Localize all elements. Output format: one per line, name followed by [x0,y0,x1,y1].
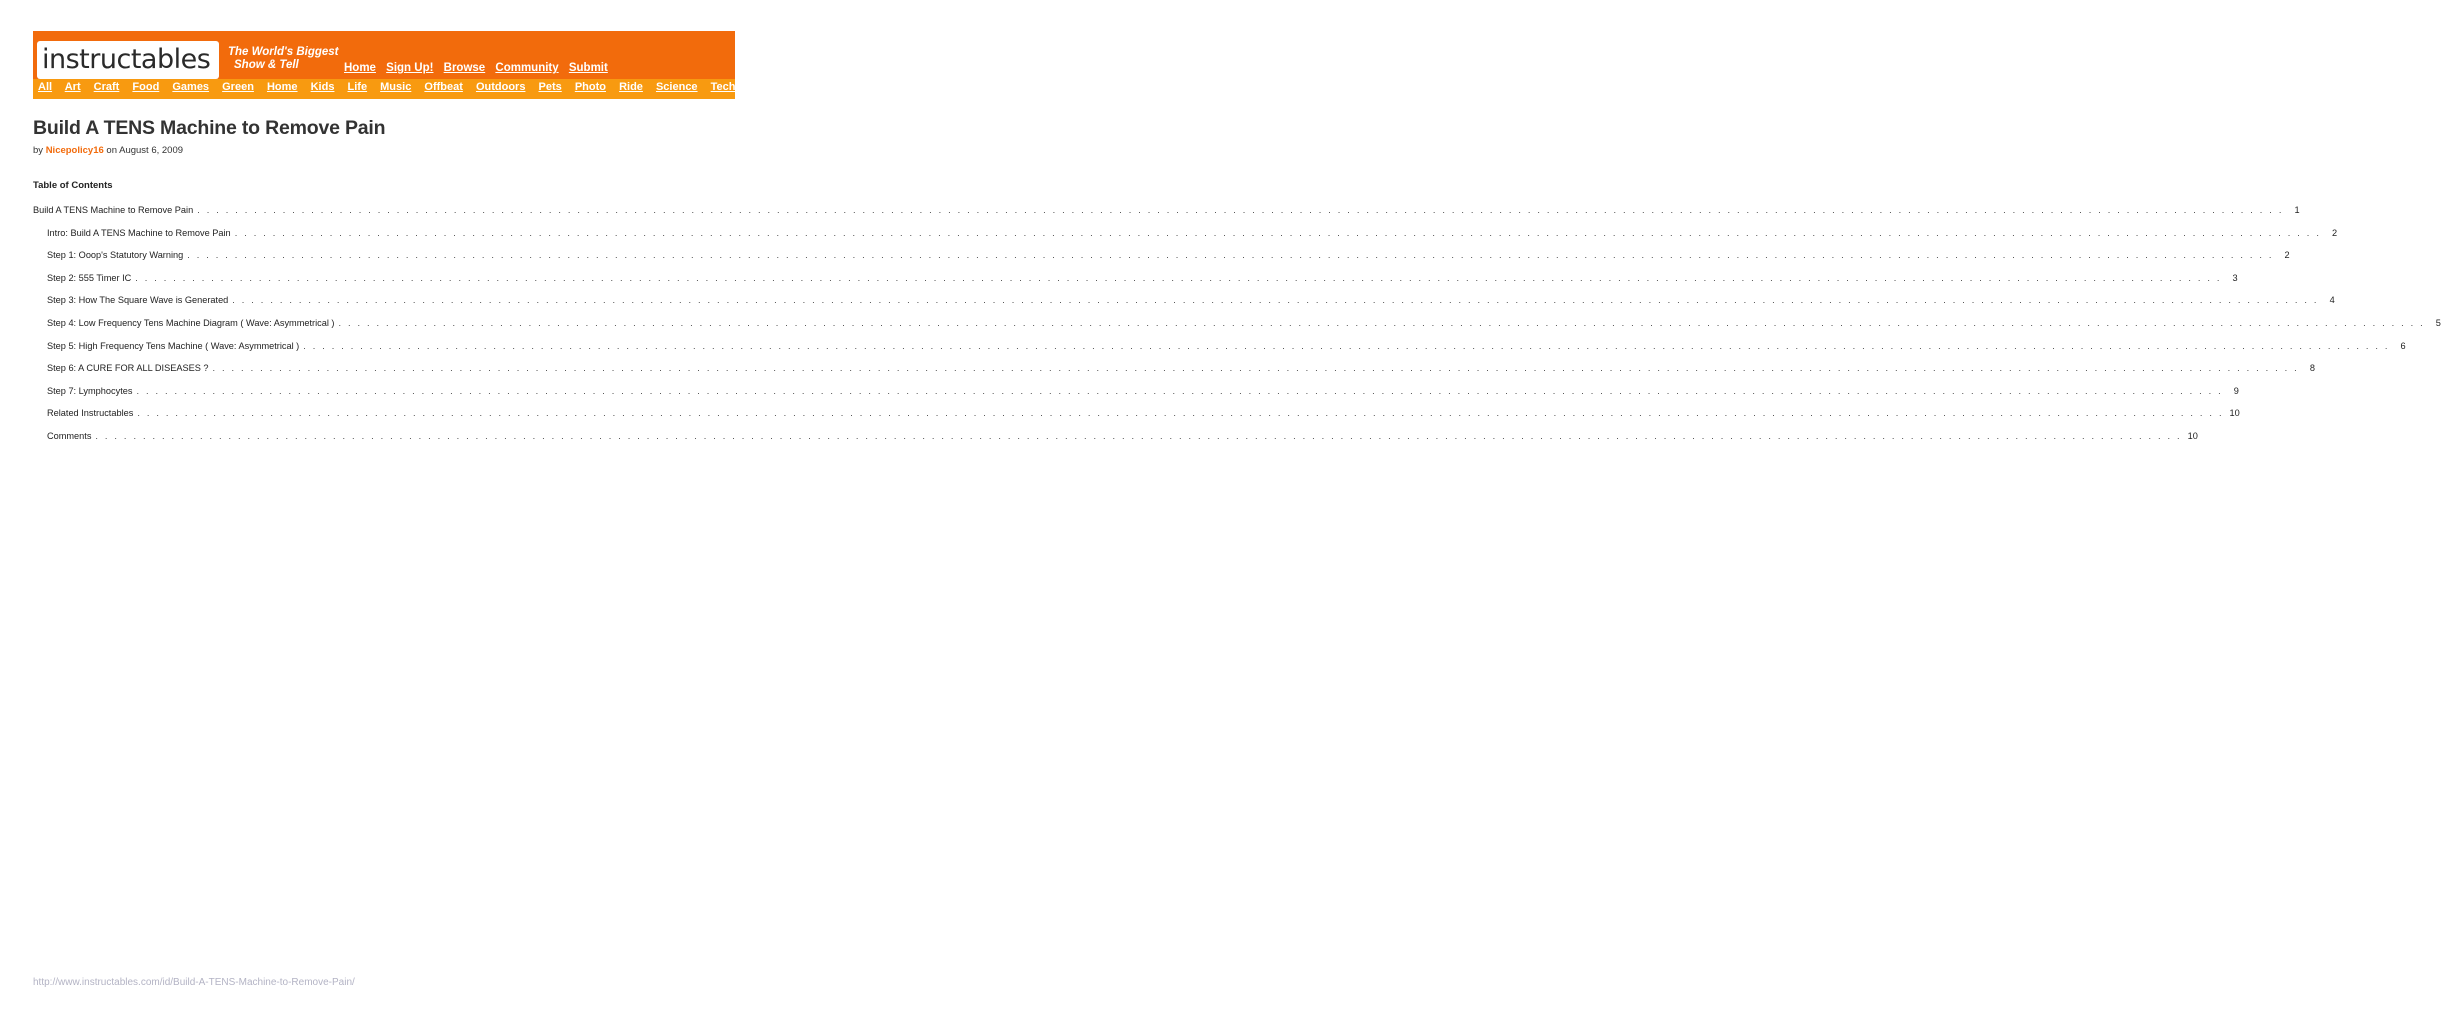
toc-entry-title: Step 4: Low Frequency Tens Machine Diagram ( Wave: Asymmetrical ) [47,317,335,328]
toc-dot-leader: . . . . . . . . . . . . . . . . . . . . . . . . . . . . . . . . . . . . . . . . . . . . . . . . . . . . . . . . . . . . . . . . . . . . . . . . . . . . . . . . . . . . . . . . . . . . . . . . . . . . . . . . . . . . . . . . . . . . . . . . . . . . . . . . . . . . . . . . . . . . . . . . . . . . . . . . . . . . . . . . . . . . . . . . . . . . . . . . . . . . . . . . . . . . . . . . . . . . . . . . . . . . . . . . . . . . . . . . . . . . [338,317,2425,328]
category-link-kids[interactable]: Kids [310,81,335,93]
toc-entry-page: 6 [2400,340,2406,351]
toc-dot-leader: . . . . . . . . . . . . . . . . . . . . . . . . . . . . . . . . . . . . . . . . . . . . . . . . . . . . . . . . . . . . . . . . . . . . . . . . . . . . . . . . . . . . . . . . . . . . . . . . . . . . . . . . . . . . . . . . . . . . . . . . . . . . . . . . . . . . . . . . . . . . . . . . . . . . . . . . . . . . . . . . . . . . . . . . . . . . . . . . . . . . . . . . . . . . . . . . . . . . . . . . . . . . . . . . . . . . . . . . . . . . [136,385,2223,396]
nav-signup-link[interactable]: Sign Up! [386,62,434,74]
nav-home-link[interactable]: Home [344,62,376,74]
toc-dot-leader: . . . . . . . . . . . . . . . . . . . . . . . . . . . . . . . . . . . . . . . . . . . . . . . . . . . . . . . . . . . . . . . . . . . . . . . . . . . . . . . . . . . . . . . . . . . . . . . . . . . . . . . . . . . . . . . . . . . . . . . . . . . . . . . . . . . . . . . . . . . . . . . . . . . . . . . . . . . . . . . . . . . . . . . . . . . . . . . . . . . . . . . . . . . . . . . . . . . . . . . . . . . . . . . . . . . . . . . . . . . . [303,340,2390,351]
toc-entry[interactable] [33,295,2335,318]
toc-dot-leader: . . . . . . . . . . . . . . . . . . . . . . . . . . . . . . . . . . . . . . . . . . . . . . . . . . . . . . . . . . . . . . . . . . . . . . . . . . . . . . . . . . . . . . . . . . . . . . . . . . . . . . . . . . . . . . . . . . . . . . . . . . . . . . . . . . . . . . . . . . . . . . . . . . . . . . . . . . . . . . . . . . . . . . . . . . . . . . . . . . . . . . . . . . . . . . . . . . . . . . . . . . . . . . . . . . . . . . . . . . . . [137,408,2224,419]
toc-entry-title: Intro: Build A TENS Machine to Remove Pain [47,227,231,238]
table-of-contents [33,205,2441,454]
toc-entry[interactable] [33,205,2300,228]
toc-entry[interactable] [33,227,2338,251]
toc-dot-leader: . . . . . . . . . . . . . . . . . . . . . . . . . . . . . . . . . . . . . . . . . . . . . . . . . . . . . . . . . . . . . . . . . . . . . . . . . . . . . . . . . . . . . . . . . . . . . . . . . . . . . . . . . . . . . . . . . . . . . . . . . . . . . . . . . . . . . . . . . . . . . . . . . . . . . . . . . . . . . . . . . . . . . . . . . . . . . . . . . . . . . . . . . . . . . . . . . . . . . . . . . . . . . . . . . . . . . . . . . . . . [187,250,2274,261]
category-nav [38,81,745,93]
category-link-life[interactable]: Life [347,81,368,93]
toc-entry-title: Related Instructables [47,408,134,419]
toc-entry-page: 10 [2229,408,2240,419]
toc-entry-title: Comments [47,430,92,441]
category-link-food[interactable]: Food [132,81,160,93]
toc-entry-page: 9 [2233,385,2239,396]
toc-entry[interactable] [33,385,2239,409]
site-header [33,31,735,99]
toc-dot-leader: . . . . . . . . . . . . . . . . . . . . . . . . . . . . . . . . . . . . . . . . . . . . . . . . . . . . . . . . . . . . . . . . . . . . . . . . . . . . . . . . . . . . . . . . . . . . . . . . . . . . . . . . . . . . . . . . . . . . . . . . . . . . . . . . . . . . . . . . . . . . . . . . . . . . . . . . . . . . . . . . . . . . . . . . . . . . . . . . . . . . . . . . . . . . . . . . . . . . . . . . . . . . . . . . . . . . . . . . . . . . [197,205,2284,215]
tagline-line-2: Show & Tell [234,59,299,71]
toc-entry-title: Step 7: Lymphocytes [47,385,133,396]
toc-entry-page: 5 [2435,317,2441,328]
toc-entry-page: 1 [2294,205,2300,215]
category-link-science[interactable]: Science [655,81,698,93]
category-strip [33,79,735,99]
author-link[interactable]: Nicepolicy16 [45,145,104,156]
toc-entry-title: Step 3: How The Square Wave is Generated [47,295,229,306]
category-link-tech[interactable]: Tech [710,81,736,93]
byline [33,145,183,156]
category-link-ride[interactable]: Ride [619,81,643,93]
toc-entry-title: Step 1: Ooop's Statutory Warning [47,250,184,261]
toc-entry[interactable] [33,430,2198,454]
byline-prefix: by [33,145,44,156]
toc-entry-title: Step 2: 555 Timer IC [47,272,132,283]
page-title: Build A TENS Machine to Remove Pain [33,117,386,139]
toc-entry-page: 10 [2187,430,2198,441]
toc-entry[interactable] [33,340,2406,364]
toc-entry-page: 8 [2309,363,2315,374]
category-link-home[interactable]: Home [266,81,298,93]
toc-entry-page: 3 [2232,272,2238,283]
toc-entry-page: 2 [2284,250,2290,261]
nav-community-link[interactable]: Community [495,62,559,74]
category-link-green[interactable]: Green [222,81,254,93]
toc-entry[interactable] [33,317,2441,341]
category-link-offbeat[interactable]: Offbeat [424,81,463,93]
top-nav [344,62,615,74]
category-link-art[interactable]: Art [64,81,81,93]
category-link-all[interactable]: All [38,81,53,93]
toc-entry-page: 4 [2329,295,2335,306]
toc-heading: Table of Contents [33,180,113,191]
category-link-outdoors[interactable]: Outdoors [475,81,526,93]
toc-dot-leader: . . . . . . . . . . . . . . . . . . . . . . . . . . . . . . . . . . . . . . . . . . . . . . . . . . . . . . . . . . . . . . . . . . . . . . . . . . . . . . . . . . . . . . . . . . . . . . . . . . . . . . . . . . . . . . . . . . . . . . . . . . . . . . . . . . . . . . . . . . . . . . . . . . . . . . . . . . . . . . . . . . . . . . . . . . . . . . . . . . . . . . . . . . . . . . . . . . . . . . . . . . . . . . . . . . . . . . . . . . . . [234,227,2322,238]
toc-dot-leader: . . . . . . . . . . . . . . . . . . . . . . . . . . . . . . . . . . . . . . . . . . . . . . . . . . . . . . . . . . . . . . . . . . . . . . . . . . . . . . . . . . . . . . . . . . . . . . . . . . . . . . . . . . . . . . . . . . . . . . . . . . . . . . . . . . . . . . . . . . . . . . . . . . . . . . . . . . . . . . . . . . . . . . . . . . . . . . . . . . . . . . . . . . . . . . . . . . . . . . . . . . . . . . . . . . . . . . . . . . . . [232,295,2319,306]
nav-browse-link[interactable]: Browse [443,62,486,74]
site-tagline [228,46,339,72]
category-link-games[interactable]: Games [172,81,210,93]
publish-date: on August 6, 2009 [106,145,184,156]
nav-submit-link[interactable]: Submit [568,62,608,74]
toc-entry-title: Step 5: High Frequency Tens Machine ( Wave: Asymmetrical ) [47,340,300,351]
toc-entry[interactable] [33,408,2240,431]
toc-entry[interactable] [33,272,2238,296]
category-link-photo[interactable]: Photo [574,81,606,93]
category-link-pets[interactable]: Pets [538,81,562,93]
footer-url: http://www.instructables.com/id/Build-A-TENS-Machine-to-Remove-Pain/ [33,977,355,988]
category-link-craft[interactable]: Craft [93,81,120,93]
toc-entry-title: Step 6: A CURE FOR ALL DISEASES ? [47,363,209,374]
toc-dot-leader: . . . . . . . . . . . . . . . . . . . . . . . . . . . . . . . . . . . . . . . . . . . . . . . . . . . . . . . . . . . . . . . . . . . . . . . . . . . . . . . . . . . . . . . . . . . . . . . . . . . . . . . . . . . . . . . . . . . . . . . . . . . . . . . . . . . . . . . . . . . . . . . . . . . . . . . . . . . . . . . . . . . . . . . . . . . . . . . . . . . . . . . . . . . . . . . . . . . . . . . . . . . . . . . . . . . . . . . . . . . . [135,272,2222,283]
toc-dot-leader: . . . . . . . . . . . . . . . . . . . . . . . . . . . . . . . . . . . . . . . . . . . . . . . . . . . . . . . . . . . . . . . . . . . . . . . . . . . . . . . . . . . . . . . . . . . . . . . . . . . . . . . . . . . . . . . . . . . . . . . . . . . . . . . . . . . . . . . . . . . . . . . . . . . . . . . . . . . . . . . . . . . . . . . . . . . . . . . . . . . . . . . . . . . . . . . . . . . . . . . . . . . . . . . . . . . . . . . . . . . . [212,363,2299,374]
toc-entry[interactable] [33,250,2290,273]
toc-entry[interactable] [33,363,2315,386]
toc-dot-leader: . . . . . . . . . . . . . . . . . . . . . . . . . . . . . . . . . . . . . . . . . . . . . . . . . . . . . . . . . . . . . . . . . . . . . . . . . . . . . . . . . . . . . . . . . . . . . . . . . . . . . . . . . . . . . . . . . . . . . . . . . . . . . . . . . . . . . . . . . . . . . . . . . . . . . . . . . . . . . . . . . . . . . . . . . . . . . . . . . . . . . . . . . . . . . . . . . . . . . . . . . . . . . . . . . . . . . . . . . . . . [95,430,2182,441]
toc-entry-title: Build A TENS Machine to Remove Pain [33,205,194,215]
site-logo[interactable]: instructables [37,41,219,79]
category-link-music[interactable]: Music [380,81,412,93]
tagline-line-1: The World's Biggest [228,46,339,58]
toc-entry-page: 2 [2331,227,2338,238]
